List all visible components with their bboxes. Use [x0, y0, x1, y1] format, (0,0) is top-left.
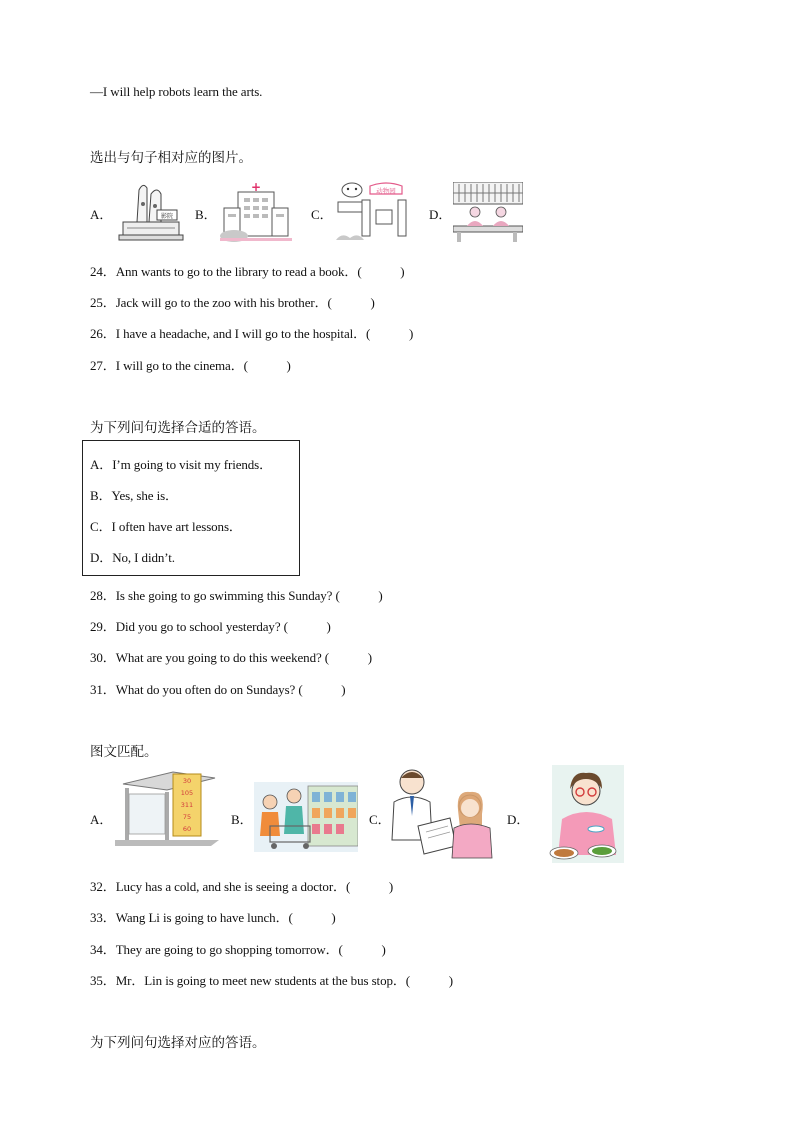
- section1-heading: 选出与句子相对应的图片。: [90, 150, 252, 166]
- question-28: 28．Is she going to go swimming this Sunday? ( ): [90, 588, 383, 603]
- bus-number-1: 30: [182, 777, 192, 785]
- zoo-picture: [336, 180, 414, 242]
- section1-option-c-letter: C．: [311, 207, 333, 222]
- section3-option-c-letter: C．: [369, 812, 391, 827]
- svg-text:影院: 影院: [160, 213, 174, 220]
- lunch-picture: [548, 765, 626, 865]
- question-24: 24．Ann wants to go to the library to read a book．( ): [90, 264, 405, 279]
- hospital-cross-icon: +: [250, 180, 262, 194]
- section3-heading: 图文匹配。: [90, 744, 158, 760]
- answer-option-a: A．I’m going to visit my friends．: [90, 457, 273, 472]
- section4-heading: 为下列问句选择对应的答语。: [90, 1035, 266, 1051]
- question-32: 32．Lucy has a cold, and she is seeing a doctor．( ): [90, 879, 394, 894]
- question-29: 29．Did you go to school yesterday? ( ): [90, 619, 331, 634]
- section2-heading: 为下列问句选择合适的答语。: [90, 420, 266, 436]
- intro-line: —I will help robots learn the arts.: [90, 84, 263, 99]
- zoo-sign-text: 动物园: [376, 187, 396, 195]
- section3-option-b-letter: B．: [231, 812, 253, 827]
- shopping-picture: [254, 782, 358, 852]
- answer-option-b: B．Yes, she is．: [90, 488, 178, 503]
- section1-option-d-letter: D．: [429, 207, 452, 222]
- doctor-picture: [390, 766, 494, 860]
- section3-option-d-letter: D．: [507, 812, 530, 827]
- hospital-picture: [220, 180, 292, 242]
- question-25: 25．Jack will go to the zoo with his brother．( ): [90, 295, 375, 310]
- question-26: 26．I have a headache, and I will go to the hospital．( ): [90, 326, 414, 341]
- section1-option-a-letter: A．: [90, 207, 113, 222]
- section1-option-b-letter: B．: [195, 207, 217, 222]
- library-picture: [453, 182, 523, 242]
- bus-number-4: 75: [182, 813, 192, 821]
- cinema-picture: [117, 180, 185, 242]
- question-33: 33．Wang Li is going to have lunch．( ): [90, 910, 336, 925]
- bus-stop-picture: [115, 770, 223, 848]
- question-31: 31．What do you often do on Sundays? ( ): [90, 682, 346, 697]
- section3-option-a-letter: A．: [90, 812, 113, 827]
- answer-option-d: D．No, I didn’t.: [90, 550, 175, 565]
- bus-number-3: 311: [180, 801, 194, 809]
- bus-number-5: 60: [182, 825, 192, 833]
- question-30: 30．What are you going to do this weekend? ( ): [90, 650, 372, 665]
- question-34: 34．They are going to go shopping tomorrow．( ): [90, 942, 386, 957]
- question-35: 35．Mr．Lin is going to meet new students at the bus stop．( ): [90, 973, 453, 988]
- answer-option-c: C．I often have art lessons．: [90, 519, 242, 534]
- bus-number-2: 105: [180, 789, 194, 797]
- question-27: 27．I will go to the cinema．( ): [90, 358, 291, 373]
